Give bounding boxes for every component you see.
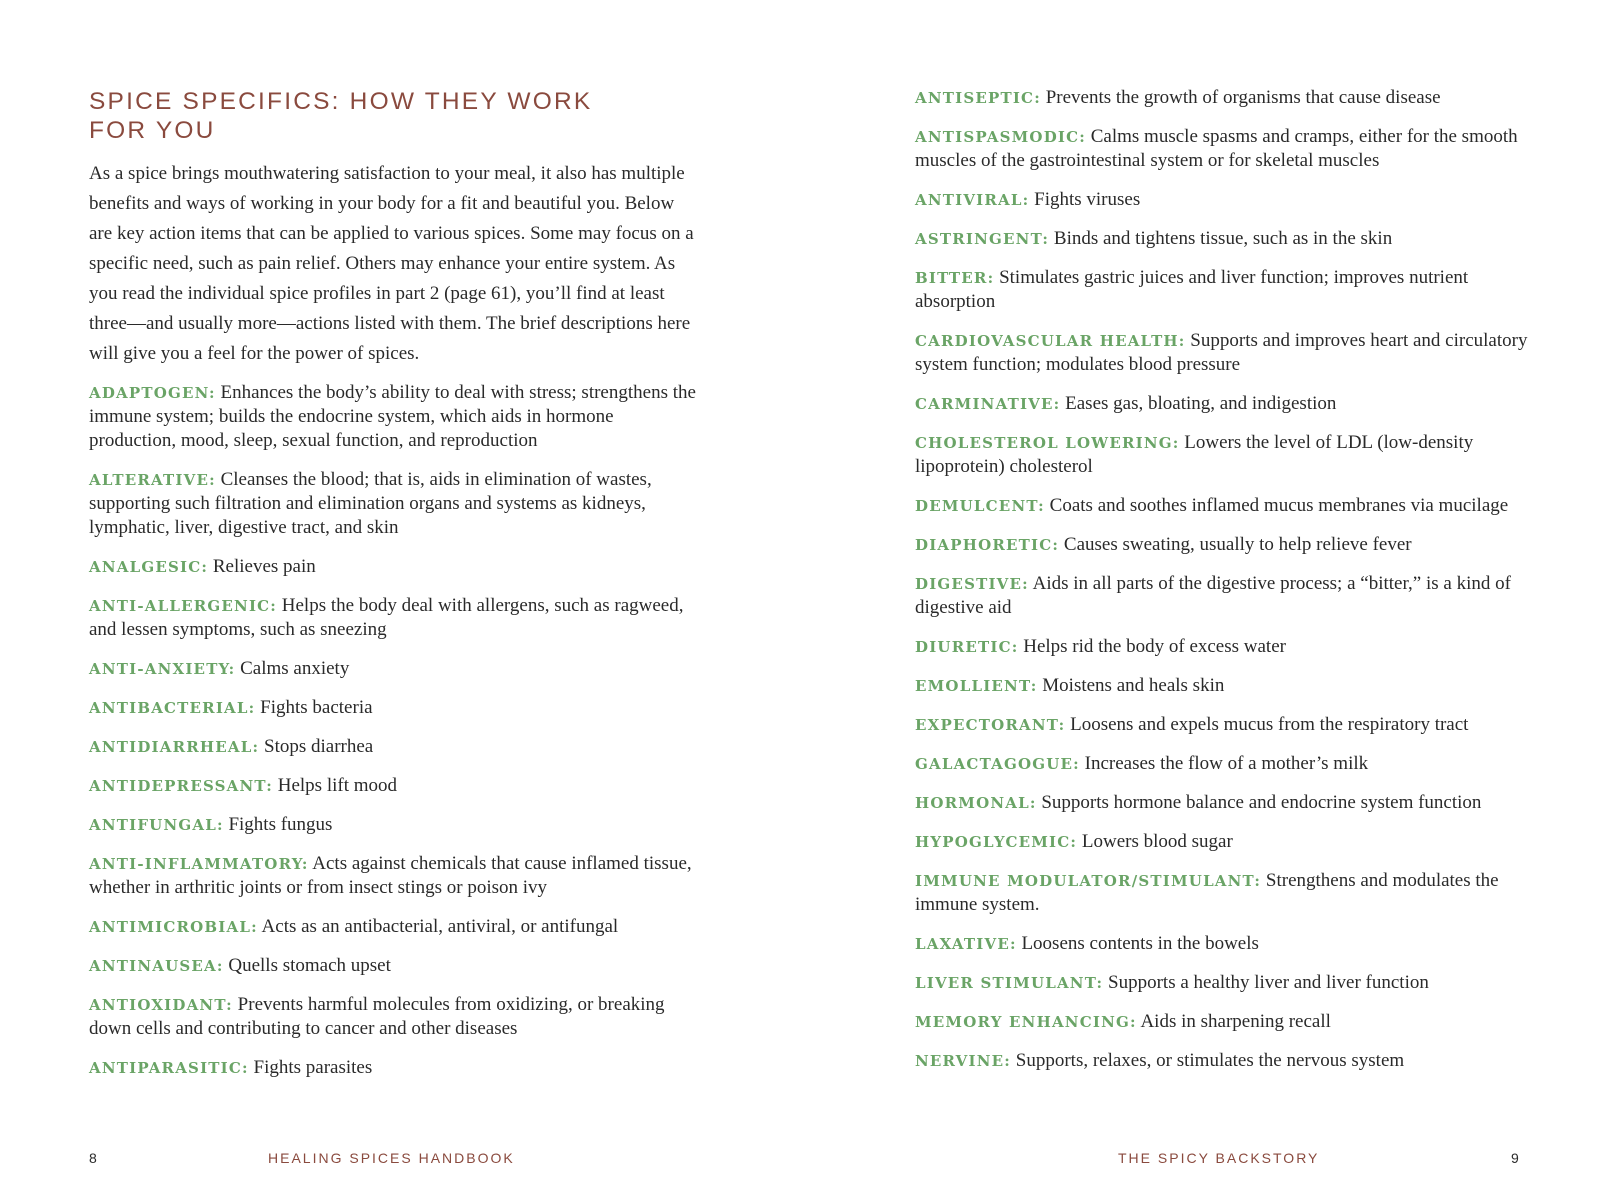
glossary-definition: Fights viruses <box>1034 189 1141 210</box>
glossary-term: EMOLLIENT: <box>915 677 1038 695</box>
glossary-term: ADAPTOGEN: <box>89 384 216 402</box>
glossary-entry <box>915 932 1530 956</box>
glossary-entry <box>89 555 701 579</box>
glossary-term: HYPOGLYCEMIC: <box>915 833 1078 851</box>
glossary-entry <box>915 971 1530 995</box>
glossary-entry <box>915 392 1530 416</box>
glossary-entry <box>89 993 701 1041</box>
glossary-term: ANTI-ANXIETY: <box>89 660 236 678</box>
glossary-term: CARDIOVASCULAR HEALTH: <box>915 332 1186 350</box>
intro-paragraph: As a spice brings mouthwatering satisfaction to your meal, it also has multiple benefits and ways of working in your body for a fit and beautiful you. Below are key action items that can be applied to various spices. Some may focus on a specific need, such as pain relief. Others may enhance your entire system. As you read the individual spice profiles in part 2 (page 61), you’ll find at least three—and usually more—actions listed with them. The brief descriptions here will give you a feel for the power of spices. <box>89 163 694 364</box>
glossary-definition: Fights bacteria <box>260 697 373 718</box>
glossary-entry <box>915 329 1530 377</box>
glossary-term: CHOLESTEROL LOWERING: <box>915 434 1180 452</box>
glossary-entry <box>89 468 701 540</box>
glossary-definition: Lowers blood sugar <box>1081 831 1233 852</box>
glossary-definition: Acts against chemicals that cause inflamed tissue, whether in arthritic joints or from insect stings or poison ivy <box>89 853 692 898</box>
glossary-term: ANTINAUSEA: <box>89 957 224 975</box>
glossary-term: LIVER STIMULANT: <box>915 974 1104 992</box>
glossary-entry <box>915 635 1530 659</box>
glossary-definition: Acts as an antibacterial, antiviral, or antifungal <box>261 916 619 937</box>
glossary-definition: Stimulates gastric juices and liver function; improves nutrient absorption <box>915 267 1469 312</box>
glossary-term: GALACTAGOGUE: <box>915 755 1080 773</box>
glossary-term: CARMINATIVE: <box>915 395 1061 413</box>
glossary-term: DIURETIC: <box>915 638 1019 656</box>
glossary-entry <box>915 869 1530 917</box>
glossary-entry <box>89 594 701 642</box>
glossary-definition: Supports, relaxes, or stimulates the nervous system <box>1015 1050 1405 1071</box>
glossary-term: LAXATIVE: <box>915 935 1017 953</box>
glossary-entry <box>915 266 1530 314</box>
glossary-entry <box>89 915 701 939</box>
glossary-term: DIAPHORETIC: <box>915 536 1060 554</box>
page-number-left: 8 <box>89 1150 97 1166</box>
glossary-definition: Helps the body deal with allergens, such as ragweed, and lessen symptoms, such as sneezing <box>89 595 684 640</box>
glossary-term: HORMONAL: <box>915 794 1037 812</box>
glossary-definition: Supports a healthy liver and liver function <box>1108 972 1429 993</box>
glossary-term: ANTIBACTERIAL: <box>89 699 256 717</box>
glossary-entry <box>89 735 701 759</box>
glossary-definition: Moistens and heals skin <box>1042 675 1225 696</box>
glossary-definition: Causes sweating, usually to help relieve fever <box>1063 534 1412 555</box>
glossary-entry <box>915 188 1530 212</box>
glossary-definition: Prevents harmful molecules from oxidizing, or breaking down cells and contributing to cancer and other diseases <box>89 994 665 1039</box>
glossary-definition: Fights parasites <box>253 1057 373 1078</box>
glossary-term: MEMORY ENHANCING: <box>915 1013 1137 1031</box>
glossary-term: ANTIMICROBIAL: <box>89 918 258 936</box>
glossary-list-right <box>915 86 1530 1088</box>
glossary-term: ANTIDIARRHEAL: <box>89 738 260 756</box>
glossary-definition: Calms anxiety <box>240 658 350 679</box>
glossary-definition: Loosens and expels mucus from the respiratory tract <box>1070 714 1469 735</box>
glossary-definition: Helps lift mood <box>277 775 398 796</box>
glossary-entry <box>915 1010 1530 1034</box>
glossary-term: ANTIPARASITIC: <box>89 1059 249 1077</box>
glossary-entry <box>89 1056 701 1080</box>
glossary-term: ANTIFUNGAL: <box>89 816 224 834</box>
glossary-term: EXPECTORANT: <box>915 716 1066 734</box>
glossary-entry <box>915 431 1530 479</box>
glossary-definition: Increases the flow of a mother’s milk <box>1084 753 1369 774</box>
glossary-definition: Cleanses the blood; that is, aids in elimination of wastes, supporting such filtration and elimination organs and systems as kidneys, lymphatic, liver, digestive tract, and skin <box>89 469 652 538</box>
glossary-entry <box>915 752 1530 776</box>
glossary-term: DEMULCENT: <box>915 497 1045 515</box>
running-title-left: HEALING SPICES HANDBOOK <box>268 1150 515 1166</box>
glossary-entry <box>915 713 1530 737</box>
glossary-definition: Quells stomach upset <box>228 955 391 976</box>
glossary-definition: Supports and improves heart and circulatory system function; modulates blood pressure <box>915 330 1528 375</box>
glossary-term: IMMUNE MODULATOR/STIMULANT: <box>915 872 1262 890</box>
section-heading-line-1: SPICE SPECIFICS: HOW THEY WORK <box>89 88 593 115</box>
glossary-definition: Helps rid the body of excess water <box>1023 636 1286 657</box>
glossary-definition: Eases gas, bloating, and indigestion <box>1065 393 1337 414</box>
glossary-definition: Relieves pain <box>212 556 316 577</box>
glossary-term: ASTRINGENT: <box>915 230 1050 248</box>
glossary-entry <box>915 674 1530 698</box>
glossary-term: ANTIOXIDANT: <box>89 996 233 1014</box>
glossary-term: BITTER: <box>915 269 995 287</box>
glossary-list-left <box>89 381 701 1095</box>
glossary-term: ANTIDEPRESSANT: <box>89 777 273 795</box>
glossary-term: NERVINE: <box>915 1052 1012 1070</box>
glossary-definition: Aids in all parts of the digestive process; a “bitter,” is a kind of digestive aid <box>915 573 1511 618</box>
glossary-term: ANTIVIRAL: <box>915 191 1030 209</box>
glossary-entry <box>915 533 1530 557</box>
glossary-term: ALTERATIVE: <box>89 471 216 489</box>
glossary-definition: Fights fungus <box>228 814 333 835</box>
glossary-definition: Supports hormone balance and endocrine system function <box>1041 792 1482 813</box>
running-title-right: THE SPICY BACKSTORY <box>1118 1150 1320 1166</box>
glossary-definition: Stops diarrhea <box>264 736 374 757</box>
glossary-definition: Lowers the level of LDL (low-density lipoprotein) cholesterol <box>915 432 1474 477</box>
glossary-entry <box>915 791 1530 815</box>
glossary-entry <box>89 381 701 453</box>
glossary-definition: Coats and soothes inflamed mucus membranes via mucilage <box>1049 495 1509 516</box>
glossary-definition: Enhances the body’s ability to deal with stress; strengthens the immune system; builds the endocrine system, which aids in hormone production, mood, sleep, sexual function, and reproduction <box>89 382 696 451</box>
glossary-entry <box>89 852 701 900</box>
right-page <box>800 0 1600 1200</box>
glossary-entry <box>915 572 1530 620</box>
section-heading-line-2: FOR YOU <box>89 117 216 144</box>
glossary-definition: Strengthens and modulates the immune system. <box>915 870 1499 915</box>
glossary-entry <box>915 227 1530 251</box>
glossary-entry <box>915 494 1530 518</box>
glossary-term: ANTISPASMODIC: <box>915 128 1086 146</box>
glossary-term: DIGESTIVE: <box>915 575 1029 593</box>
glossary-term: ANTISEPTIC: <box>915 89 1041 107</box>
glossary-term: ANTI-ALLERGENIC: <box>89 597 278 615</box>
glossary-entry <box>915 125 1530 173</box>
glossary-definition: Calms muscle spasms and cramps, either for the smooth muscles of the gastrointestinal system or for skeletal muscles <box>915 126 1518 171</box>
glossary-term: ANTI-INFLAMMATORY: <box>89 855 309 873</box>
glossary-entry <box>89 657 701 681</box>
section-heading <box>89 87 649 145</box>
glossary-definition: Loosens contents in the bowels <box>1021 933 1259 954</box>
glossary-entry <box>89 696 701 720</box>
glossary-definition: Prevents the growth of organisms that cause disease <box>1045 87 1441 108</box>
glossary-definition: Binds and tightens tissue, such as in the skin <box>1053 228 1393 249</box>
glossary-entry <box>89 954 701 978</box>
glossary-term: ANALGESIC: <box>89 558 209 576</box>
glossary-entry <box>89 813 701 837</box>
glossary-entry <box>89 774 701 798</box>
glossary-definition: Aids in sharpening recall <box>1140 1011 1331 1032</box>
glossary-entry <box>915 86 1530 110</box>
glossary-entry <box>915 830 1530 854</box>
glossary-entry <box>915 1049 1530 1073</box>
page-number-right: 9 <box>1511 1150 1519 1166</box>
